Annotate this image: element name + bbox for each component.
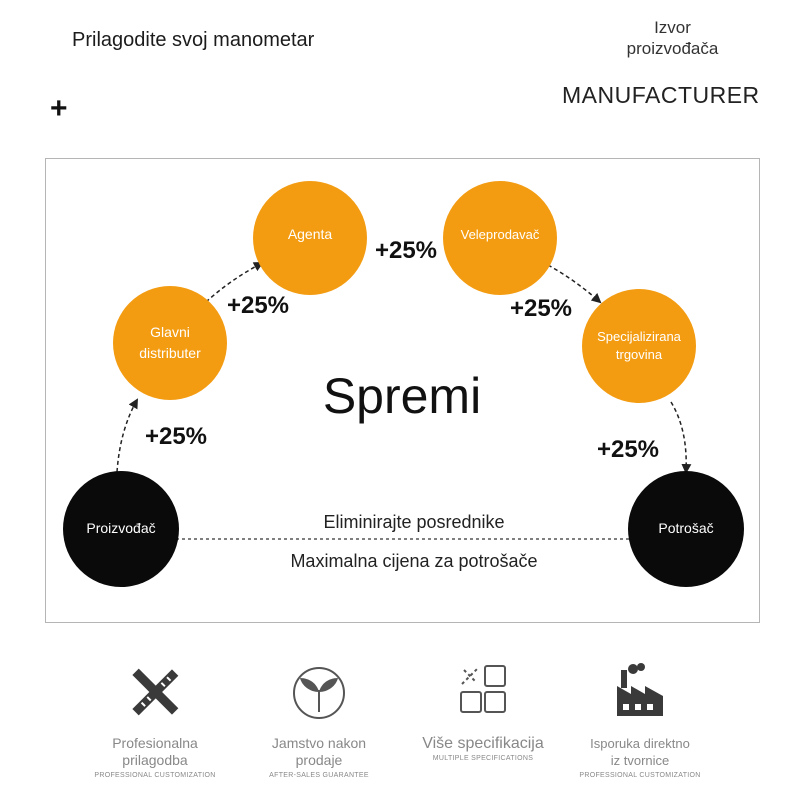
node-specialized-store bbox=[582, 289, 696, 403]
node-distributor-label-line2: distributer bbox=[139, 345, 201, 361]
feature-label-line2: prilagodba bbox=[122, 752, 188, 768]
pencil-ruler-icon bbox=[124, 660, 186, 722]
arrow-manufacturer-to-distributor bbox=[117, 400, 137, 472]
feature-label-line1: Više specifikacija bbox=[422, 735, 544, 752]
feature-factory-delivery bbox=[560, 660, 720, 779]
feature-label-line2: prodaje bbox=[295, 752, 343, 768]
grid-icon bbox=[452, 660, 514, 722]
node-wholesaler-label: Veleprodavač bbox=[460, 227, 540, 242]
markup-label: +25% bbox=[226, 292, 290, 319]
eliminate-middlemen-text: Eliminirajte posrednike bbox=[323, 512, 505, 532]
node-consumer-label: Potrošač bbox=[658, 520, 714, 536]
feature-after-sales bbox=[239, 660, 399, 779]
feature-label bbox=[75, 735, 235, 769]
manufacturer-heading: MANUFACTURER bbox=[562, 82, 760, 108]
feature-sublabel: PROFESSIONAL CUSTOMIZATION bbox=[94, 772, 216, 779]
feature-label-line2: iz tvornice bbox=[610, 753, 670, 768]
markup-label: +25% bbox=[144, 423, 208, 450]
feature-label bbox=[239, 735, 399, 769]
feature-professional-customization bbox=[75, 660, 235, 779]
feature-label-line1: Jamstvo nakon bbox=[271, 735, 367, 751]
node-agent-label: Agenta bbox=[287, 226, 333, 242]
node-manufacturer-label: Proizvođač bbox=[86, 520, 156, 536]
markup-label: +25% bbox=[374, 237, 438, 264]
feature-sublabel: PROFESSIONAL CUSTOMIZATION bbox=[579, 772, 701, 779]
markup-label: +25% bbox=[509, 295, 573, 322]
feature-sublabel: MULTIPLE SPECIFICATIONS bbox=[432, 755, 534, 762]
max-price-text: Maximalna cijena za potrošače bbox=[290, 551, 538, 571]
feature-label-line1: Profesionalna bbox=[112, 735, 198, 751]
markup-label: +25% bbox=[596, 436, 660, 463]
sprout-icon bbox=[288, 660, 350, 722]
feature-label bbox=[560, 735, 720, 769]
factory-icon bbox=[609, 660, 671, 722]
source-label-line2: proizvođača bbox=[626, 39, 719, 58]
node-distributor bbox=[113, 286, 227, 400]
center-label: Spremi bbox=[322, 368, 482, 424]
arrow-store-to-consumer bbox=[671, 402, 686, 472]
feature-label-line1: Isporuka direktno bbox=[590, 736, 690, 751]
node-distributor-label-line1: Glavni bbox=[150, 324, 190, 340]
source-label-line1: Izvor bbox=[654, 18, 691, 37]
page-title: Prilagodite svoj manometar bbox=[72, 29, 315, 51]
feature-sublabel: AFTER-SALES GUARANTEE bbox=[269, 772, 369, 779]
node-store-label-line1: Specijalizirana bbox=[597, 329, 681, 344]
node-store-label-line2: trgovina bbox=[615, 347, 663, 362]
feature-label bbox=[403, 735, 563, 752]
feature-multiple-specifications bbox=[403, 660, 563, 762]
plus-icon: + bbox=[50, 92, 68, 125]
